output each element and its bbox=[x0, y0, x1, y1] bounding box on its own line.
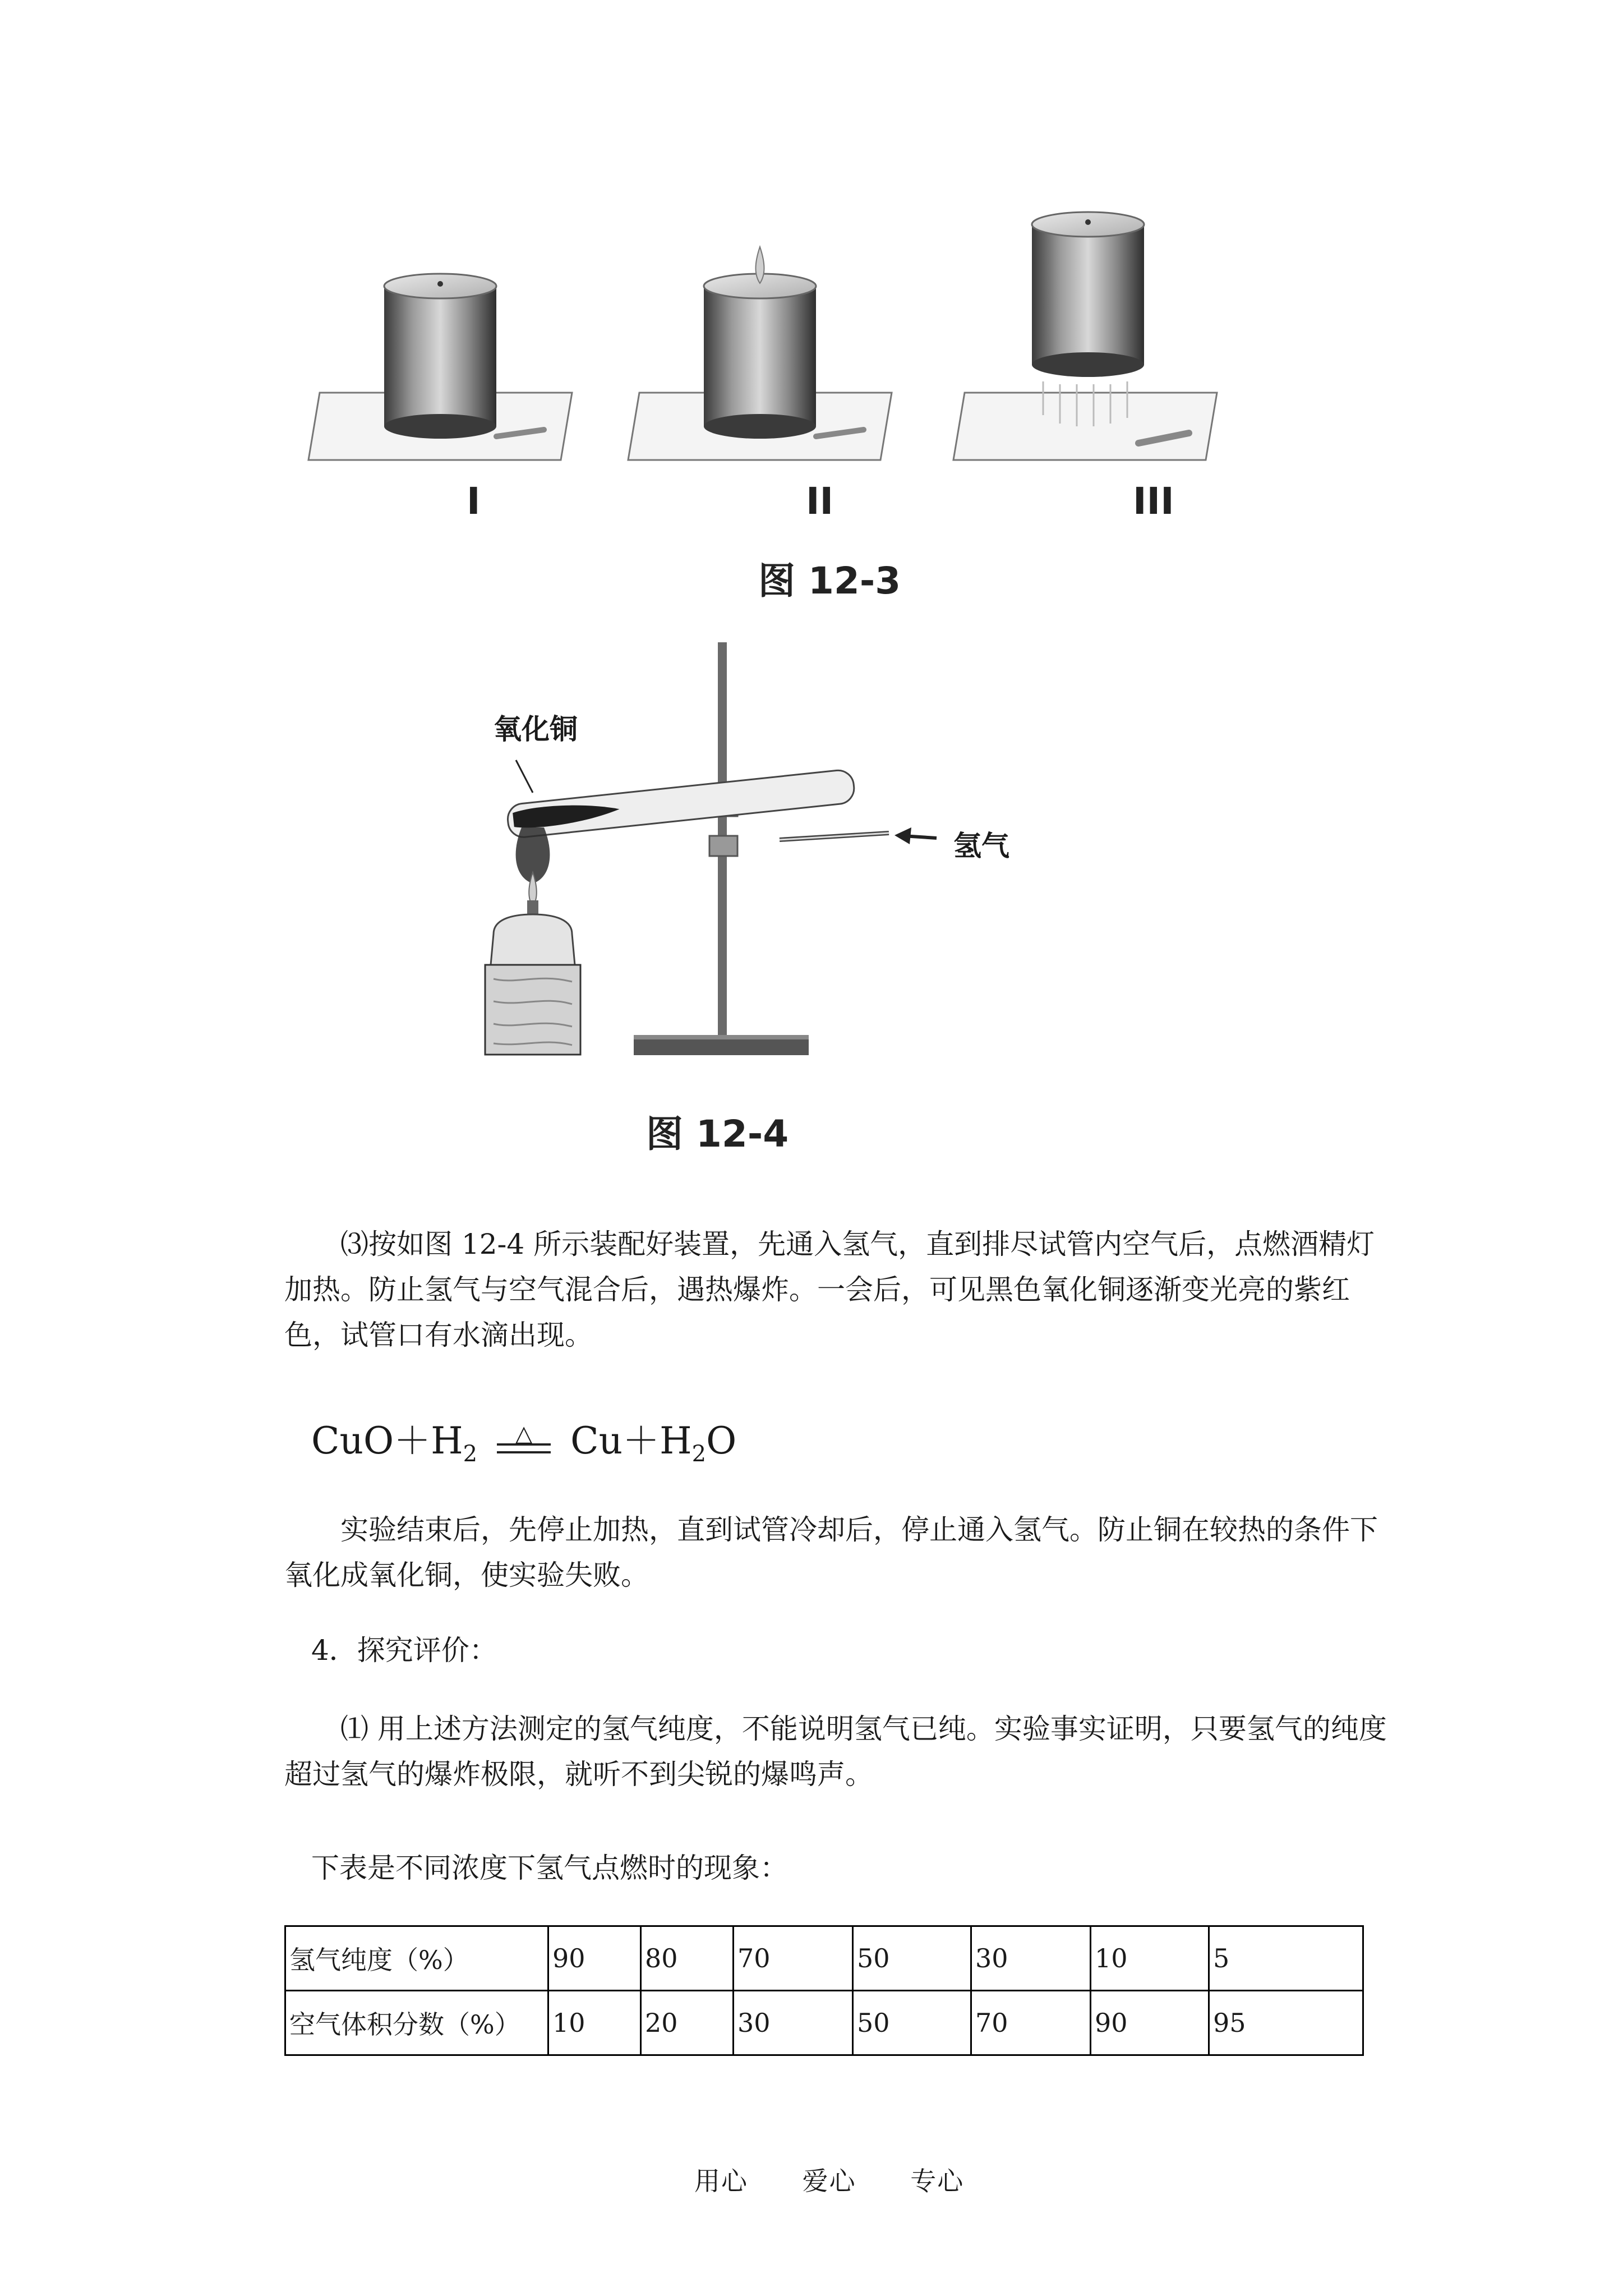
paragraph-after-experiment: 实验结束后，先停止加热，直到试管冷却后，停止通入氢气。防止铜在较热的条件下氧化成氧化铜，使实验失败。 bbox=[284, 1513, 1378, 1591]
page-footer bbox=[694, 2161, 964, 2198]
panel-ii-drawing bbox=[628, 247, 892, 460]
panel-ii-label: II bbox=[806, 480, 834, 523]
equation-left-subscript: 2 bbox=[463, 1441, 478, 1467]
label-copper-oxide: 氧化铜 bbox=[494, 713, 578, 746]
equation-condition-symbol: △ bbox=[515, 1421, 533, 1447]
table-cell: 30 bbox=[734, 1991, 853, 2055]
table-cell: 10 bbox=[1091, 1926, 1209, 1991]
table-cell: 50 bbox=[853, 1991, 971, 2055]
footer-word: 爱心 bbox=[802, 2166, 856, 2196]
table-cell: 30 bbox=[971, 1926, 1091, 1991]
footer-word: 专心 bbox=[910, 2166, 965, 2196]
paragraph-step-3: ⑶按如图 12-4 所示装配好装置，先通入氢气，直到排尽试管内空气后，点燃酒精灯加热。防止氢气与空气混合后，遇热爆炸。一会后，可见黑色氧化铜逐渐变光亮的紫红色，试管口有水滴出现。 bbox=[284, 1228, 1375, 1351]
table-cell: 10 bbox=[548, 1991, 641, 2055]
figure-12-4-caption: 图 12-4 bbox=[646, 1112, 789, 1156]
table-row bbox=[285, 1991, 1363, 2055]
table-cell: 5 bbox=[1209, 1926, 1363, 1991]
label-hydrogen: 氢气 bbox=[953, 830, 1009, 862]
footer-word: 用心 bbox=[694, 2166, 748, 2196]
equation-right-oxygen: O bbox=[706, 1419, 737, 1462]
table-cell: 70 bbox=[734, 1926, 853, 1991]
table-cell: 90 bbox=[548, 1926, 641, 1991]
panel-iii-drawing bbox=[953, 212, 1217, 460]
table-cell: 20 bbox=[641, 1991, 734, 2055]
equation-right-subscript: 2 bbox=[691, 1441, 707, 1467]
panel-i-label: I bbox=[467, 480, 481, 523]
figure-12-3 bbox=[303, 202, 1245, 505]
table-row-header: 氢气纯度（%） bbox=[285, 1926, 548, 1991]
paragraph-evaluation-1: ⑴ 用上述方法测定的氢气纯度，不能说明氢气已纯。实验事实证明，只要氢气的纯度超过氢气的爆炸极限，就听不到尖锐的爆鸣声。 bbox=[284, 1713, 1387, 1791]
chemical-equation bbox=[311, 1411, 736, 1467]
table-cell: 70 bbox=[971, 1991, 1091, 2055]
table-row-header: 空气体积分数（%） bbox=[285, 1991, 548, 2055]
equation-right: Cu＋H bbox=[570, 1419, 692, 1462]
table-intro: 下表是不同浓度下氢气点燃时的现象： bbox=[311, 1852, 788, 1884]
section-heading-evaluation: 4．探究评价： bbox=[311, 1634, 497, 1667]
hydrogen-purity-table bbox=[284, 1925, 1364, 2056]
equation-left: CuO＋H bbox=[311, 1419, 463, 1462]
panel-iii-label: III bbox=[1133, 480, 1174, 523]
equation-condition bbox=[497, 1421, 551, 1453]
table-cell: 50 bbox=[853, 1926, 971, 1991]
table-cell: 90 bbox=[1091, 1991, 1209, 2055]
table-cell: 95 bbox=[1209, 1991, 1363, 2055]
table-row bbox=[285, 1926, 1363, 1991]
figure-12-3-caption: 图 12-3 bbox=[758, 559, 901, 602]
panel-i-drawing bbox=[308, 274, 572, 460]
table-cell: 80 bbox=[641, 1926, 734, 1991]
